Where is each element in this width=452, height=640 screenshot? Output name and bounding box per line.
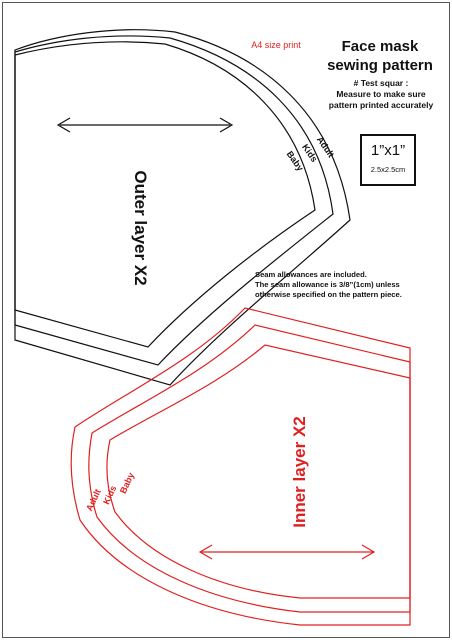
print-size-note: A4 size print [251,40,301,50]
inner-size-baby: Baby [117,470,137,496]
outer-layer-label: Outer layer X2 [131,170,150,286]
outer-kids-outline [15,36,333,365]
outer-baby-outline [15,42,315,347]
seam-line-1: Seam allowances are included. [255,270,367,279]
inner-size-kids: Kids [101,484,119,506]
test-square-heading: # Test squar : [353,78,409,88]
inner-size-adult: Adult [84,487,103,513]
outer-size-baby: Baby [284,149,306,173]
title-line-2: sewing pattern [327,57,433,74]
outer-adult-outline [15,30,350,385]
seam-line-3: otherwise specified on the pattern piece. [255,290,402,299]
outer-size-kids: Kids [300,142,320,164]
inner-adult-outline [71,308,410,625]
title-line-1: Face mask [341,38,419,55]
test-square-line-1: Measure to make sure [336,89,426,99]
outer-size-adult: Adult [314,134,337,160]
seam-allowance-note [255,270,445,300]
test-square [360,134,416,186]
test-square-size: 1”x1” [370,142,406,159]
test-square-line-2: pattern printed accurately [328,100,434,110]
inner-layer-label: Inner layer X2 [290,416,309,528]
test-square-metric: 2.5x2.5cm [370,165,406,174]
inner-kids-outline [89,325,410,612]
test-square-instructions [316,78,446,111]
seam-line-2: The seam allowance is 3/8”(1cm) unless [255,280,400,289]
inner-baby-outline [107,345,410,598]
page-title [314,37,446,75]
